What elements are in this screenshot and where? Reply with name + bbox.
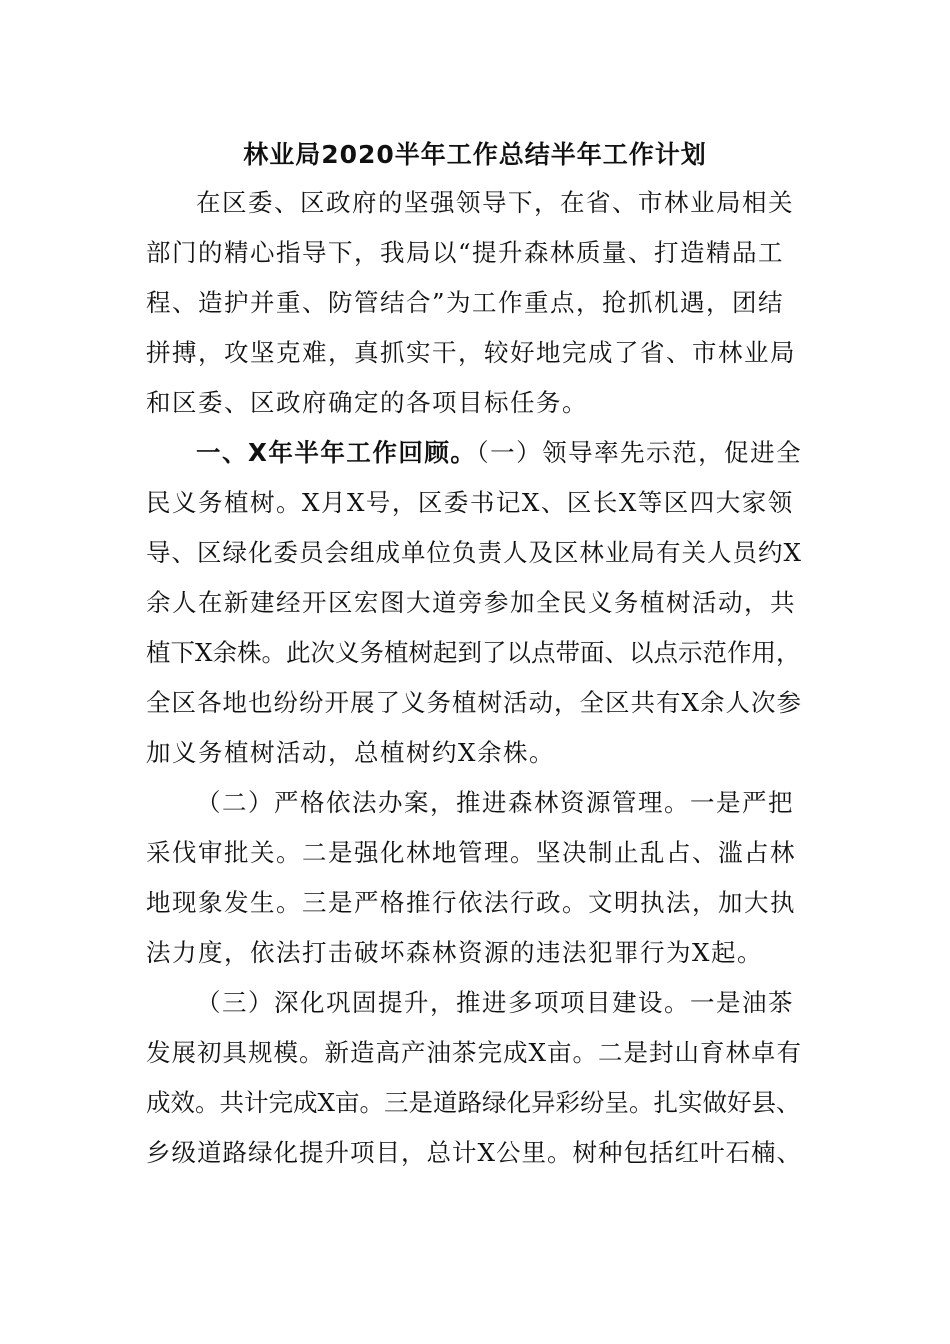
p3-line-3: 地现象发生。三是严格推行依法行政。文明执法，加大执 [146, 888, 796, 917]
p1-line-1: 在区委、区政府的坚强领导下，在省、市林业局相关 [196, 188, 794, 217]
p1-line-3: 程、造护并重、防管结合”为工作重点，抢抓机遇，团结 [146, 288, 785, 317]
p1-line-5: 和区委、区政府确定的各项目标任务。 [146, 388, 588, 417]
p2-line-1 [196, 436, 806, 470]
p1-line-4: 拼搏，攻坚克难，真抓实干，较好地完成了省、市林业局 [146, 338, 796, 367]
p3-line-2: 采伐审批关。二是强化林地管理。坚决制止乱占、滥占林 [146, 838, 796, 867]
p2-line-5: 植下X余株。此次义务植树起到了以点带面、以点示范作用， [146, 638, 801, 667]
p1-line-2: 部门的精心指导下，我局以“提升森林质量、打造精品工 [146, 238, 785, 267]
p2-line-6: 全区各地也纷纷开展了义务植树活动，全区共有X余人次参 [146, 688, 802, 717]
p2-line-7: 加义务植树活动，总植树约X余株。 [146, 738, 555, 767]
p2-line-3: 导、区绿化委员会组成单位负责人及区林业局有关人员约X [146, 538, 802, 567]
p3-line-4: 法力度，依法打击破坏森林资源的违法犯罪行为X起。 [146, 938, 763, 967]
p2-line-4: 余人在新建经开区宏图大道旁参加全民义务植树活动，共 [146, 588, 796, 617]
document-title: 林业局2020半年工作总结半年工作计划 [243, 140, 707, 169]
p2-line-2: 民义务植树。X月X号，区委书记X、区长X等区四大家领 [146, 488, 794, 517]
p4-line-1: （三）深化巩固提升，推进多项项目建设。一是油茶 [196, 988, 794, 1017]
p4-line-3: 成效。共计完成X亩。三是道路绿化异彩纷呈。扎实做好县、 [146, 1088, 801, 1117]
p3-line-1: （二）严格依法办案，推进森林资源管理。一是严把 [196, 788, 794, 817]
p4-line-4: 乡级道路绿化提升项目，总计X公里。树种包括红叶石楠、 [146, 1138, 802, 1167]
p4-line-2: 发展初具规模。新造高产油茶完成X亩。二是封山育林卓有 [146, 1038, 802, 1067]
section-heading: 一、X年半年工作回顾。 [196, 438, 477, 467]
p2-line-1-text: （一）领导率先示范，促进全 [476, 438, 803, 467]
